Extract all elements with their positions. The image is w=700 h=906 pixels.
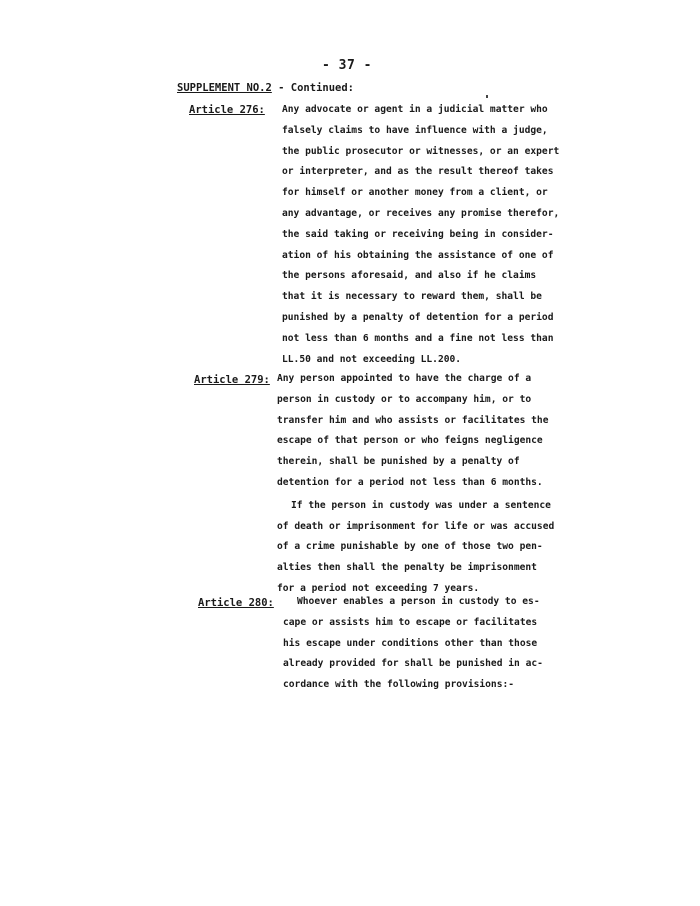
article-label-276: Article 276:: [189, 104, 265, 116]
article-line: person in custody or to accompany him, or to: [277, 393, 532, 405]
article-line: of a crime punishable by one of those two pen-: [277, 541, 543, 553]
article-line: Any person appointed to have the charge of a: [277, 373, 532, 384]
article-line: transfer him and who assists or facilitates the: [277, 414, 549, 426]
article-line: already provided for shall be punished in ac-: [283, 658, 543, 670]
article-line: If the person in custody was under a sentence: [291, 499, 551, 511]
article-line: of death or imprisonment for life or was accused: [277, 520, 555, 532]
page-number: - 37 -: [322, 58, 372, 73]
article-label-279: Article 279:: [194, 374, 270, 386]
article-line: punished by a penalty of detention for a period: [282, 311, 554, 323]
article-line: cape or assists him to escape or facilitates: [283, 616, 538, 628]
article-line: cordance with the following provisions:-: [283, 679, 515, 691]
scan-speck: [486, 95, 488, 98]
article-line: Any advocate or agent in a judicial matter who: [282, 104, 548, 115]
article-body-276: [282, 100, 560, 370]
article-line: the said taking or receiving being in consider-: [282, 228, 554, 240]
article-line: escape of that person or who feigns negligence: [277, 435, 543, 447]
article-line: his escape under conditions other than those: [283, 637, 538, 649]
article-line: the public prosecutor or witnesses, or an expert: [282, 145, 560, 157]
article-label-280: Article 280:: [198, 597, 274, 609]
article-line: alties then shall the penalty be imprisonment: [277, 562, 537, 574]
article-line: not less than 6 months and a fine not less than: [282, 332, 554, 344]
article-line: any advantage, or receives any promise therefor,: [282, 207, 560, 219]
article-line: LL.50 and not exceeding LL.200.: [282, 353, 462, 365]
article-body-279: [277, 369, 555, 600]
supplement-heading: SUPPLEMENT NO.2: [177, 82, 272, 94]
article-line: or interpreter, and as the result thereof takes: [282, 166, 554, 178]
article-body-280: [283, 592, 543, 696]
article-line: Whoever enables a person in custody to es-: [297, 596, 540, 607]
supplement-heading-line: [177, 82, 354, 94]
article-line: detention for a period not less than 6 months.: [277, 476, 543, 488]
supplement-continued: - Continued:: [271, 82, 355, 94]
article-line: for a period not exceeding 7 years.: [277, 582, 480, 594]
article-line: the persons aforesaid, and also if he claims: [282, 270, 537, 282]
article-line: therein, shall be punished by a penalty of: [277, 456, 520, 468]
article-line: for himself or another money from a client, or: [282, 187, 548, 199]
article-line: that it is necessary to reward them, shall be: [282, 291, 542, 303]
article-line: ation of his obtaining the assistance of one of: [282, 249, 554, 261]
article-line: falsely claims to have influence with a judge,: [282, 124, 548, 136]
